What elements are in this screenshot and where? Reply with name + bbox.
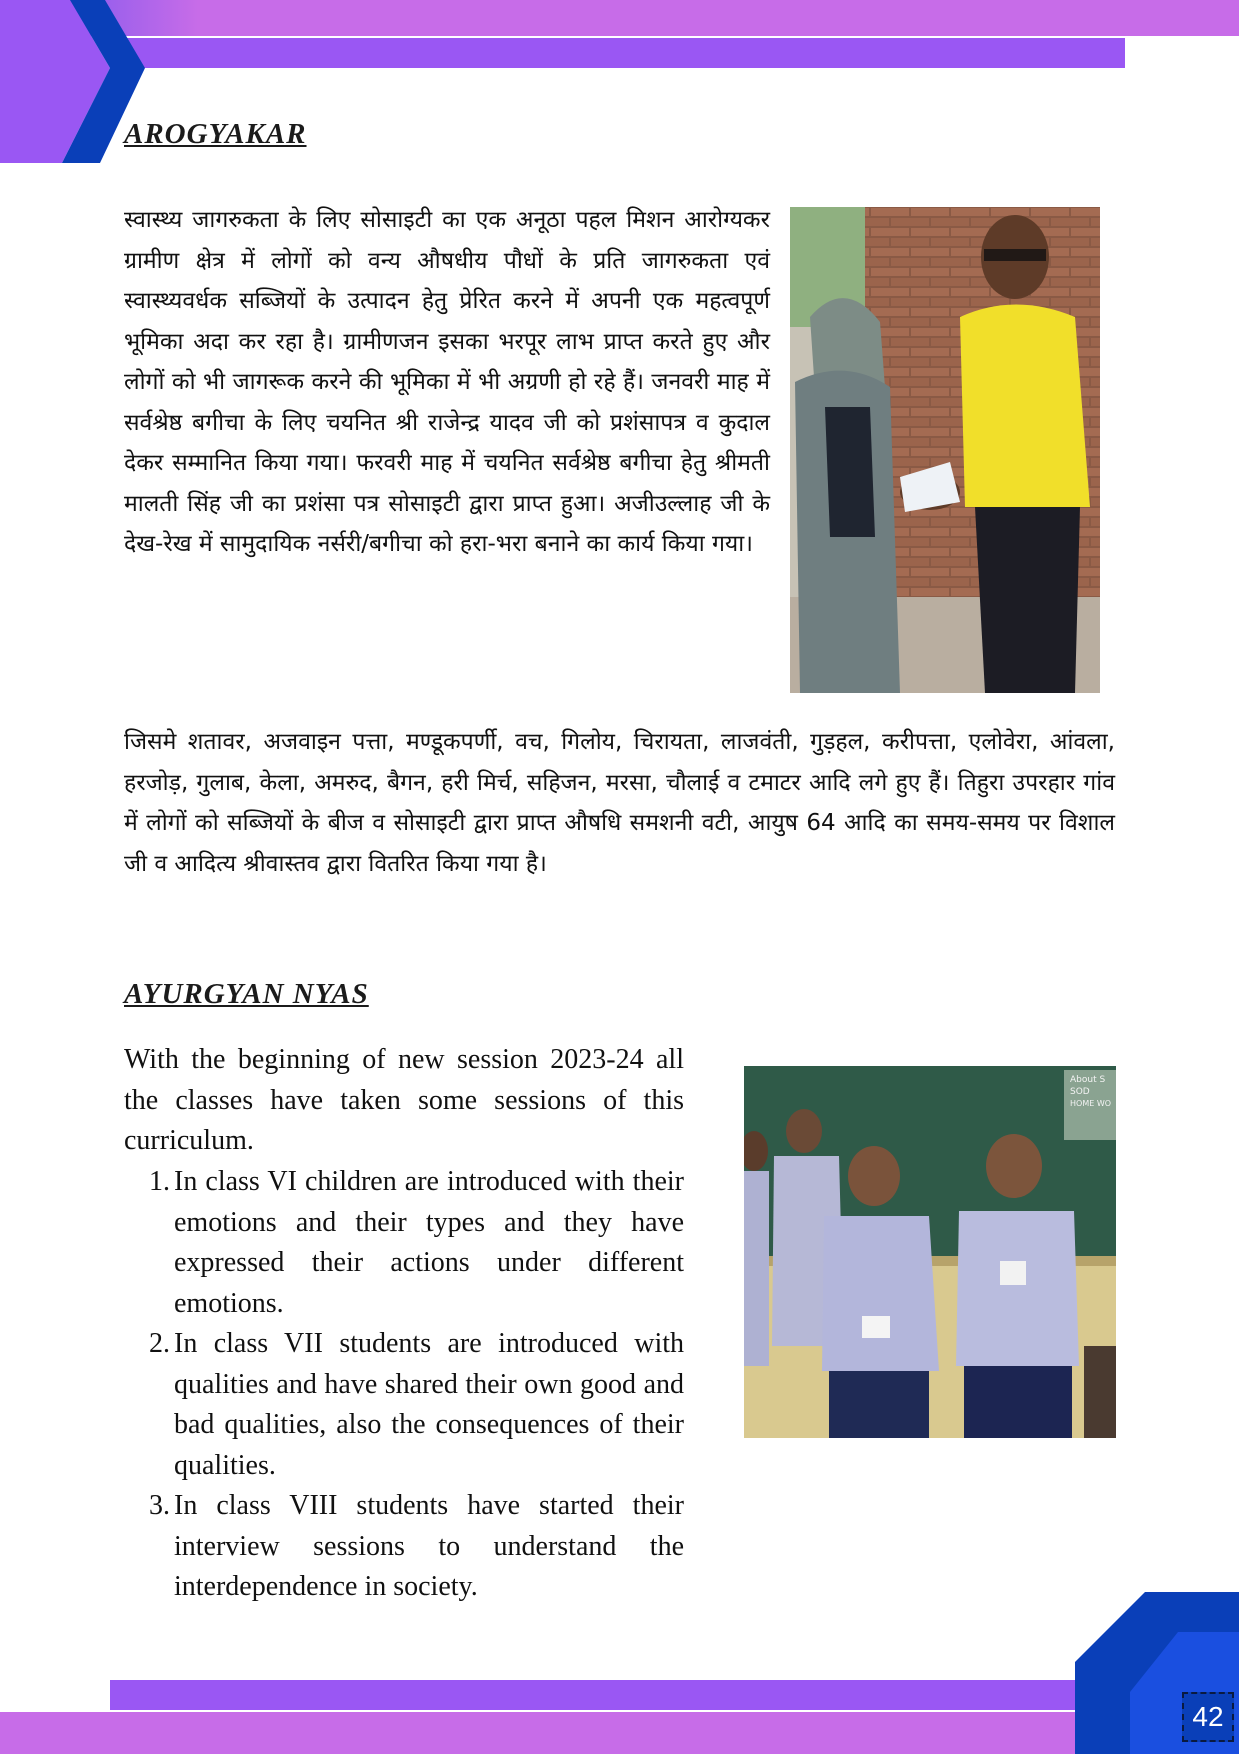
list-item: [126, 1486, 684, 1608]
classroom-photo: [744, 1066, 1116, 1438]
list-number: 2.: [149, 1328, 170, 1359]
list-item: [126, 1324, 684, 1486]
plants-distribution-paragraph: जिसमे शतावर, अजवाइन पत्ता, मण्डूकपर्णी, वच, गिलोय, चिरायता, लाजवंती, गुड़हल, करीपत्ता, एलोवेरा, आंवला, हरजोड़, गुलाब, केला, अमरुद, बैगन, हरी मिर्च, सहिजन, मरसा, चौलाई व टमाटर आदि लगे हुए हैं। तिहुरा उपरहार गांव में लोगों को सब्जियों के बीज व सोसाइटी द्वारा प्राप्त औषधि समशनी वटी, आयुष 64 आदि का समय-समय पर विशाल जी व आदित्य श्रीवास्तव द्वारा वितरित किया गया है।: [124, 729, 1115, 877]
top-decor-band-inner: [120, 38, 1125, 68]
award-photo: [790, 207, 1100, 693]
board-text: SOD: [1070, 1087, 1090, 1097]
board-text: About S: [1070, 1075, 1106, 1085]
top-decor-band: [0, 0, 1239, 36]
bottom-decor: [0, 1592, 1239, 1754]
arogyakar-heading: AROGYAKAR: [124, 118, 307, 150]
ayurgyan-intro: With the beginning of new session 2023-24 all the classes have taken some sessions of this curriculum.: [124, 1044, 684, 1156]
board-text: HOME WO: [1070, 1099, 1112, 1108]
list-text: In class VIII students have started their interview sessions to understand the interdependence in society.: [174, 1490, 684, 1602]
list-text: In class VI children are introduced with their emotions and their types and they have expressed their actions under different emotions.: [174, 1166, 684, 1319]
page-number: 42: [1182, 1692, 1234, 1742]
ayurgyan-heading: AYURGYAN NYAS: [124, 978, 369, 1010]
list-number: 3.: [149, 1490, 170, 1521]
list-item: [126, 1162, 684, 1324]
list-text: In class VII students are introduced with qualities and have shared their own good and bad qualities, also the consequences of their qualities.: [174, 1328, 684, 1481]
arogyakar-paragraph: स्वास्थ्य जागरुकता के लिए सोसाइटी का एक अनूठा पहल मिशन आरोग्यकर ग्रामीण क्षेत्र में लोगों को वन्य औषधीय पौधों के प्रति जागरुकता एवं स्वास्थ्यवर्धक सब्जियों के उत्पादन हेतु प्रेरित करने में अपनी एक महत्वपूर्ण भूमिका अदा कर रहा है। ग्रामीणजन इसका भरपूर लाभ प्राप्त करते हुए और लोगों को भी जागरूक करने की भूमिका में भी अग्रणी हो रहे हैं। जनवरी माह में सर्वश्रेष्ठ बगीचा के लिए चयनित श्री राजेन्द्र यादव जी को प्रशंसापत्र व कुदाल देकर सम्मानित किया गया। फरवरी माह में चयनित सर्वश्रेष्ठ बगीचा हेतु श्रीमती मालती सिंह जी का प्रशंसा पत्र सोसाइटी द्वारा प्राप्त हुआ। अजीउल्लाह जी के देख-रेख में सामुदायिक नर्सरी/बगीचा को हरा-भरा बनाने का कार्य किया गया।: [124, 207, 770, 557]
list-number: 1.: [149, 1166, 170, 1197]
ayurgyan-list: [126, 1162, 684, 1608]
